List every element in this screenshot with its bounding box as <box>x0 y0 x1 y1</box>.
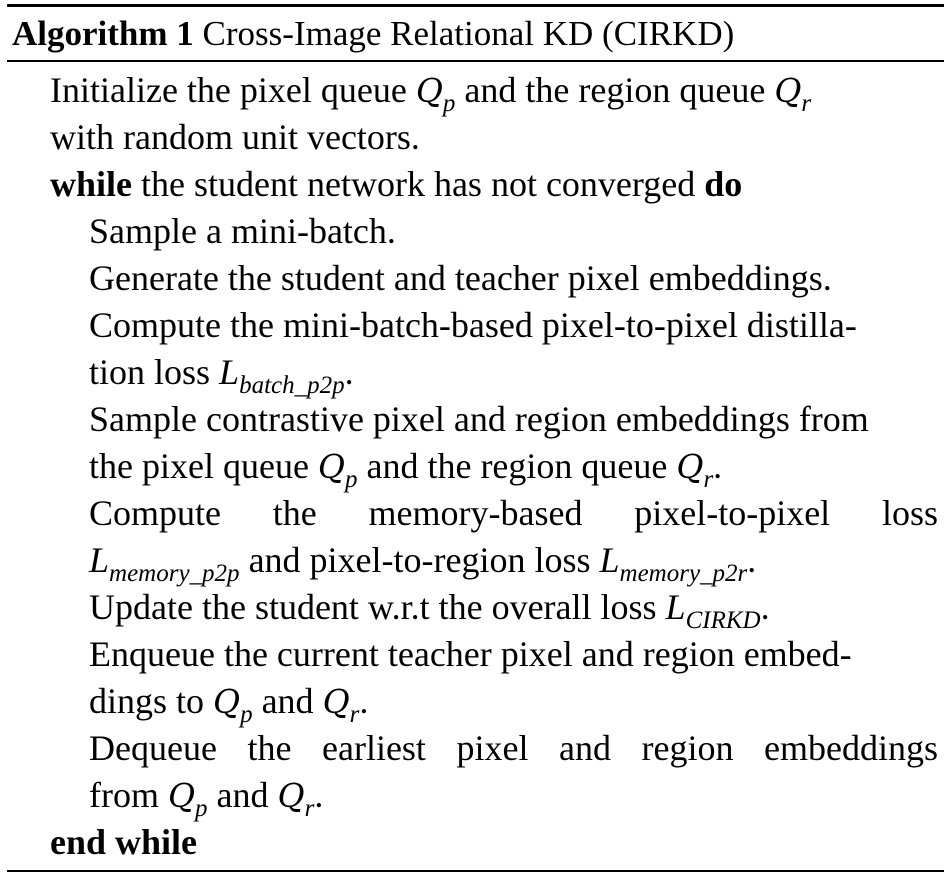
line-text: and <box>216 775 269 815</box>
line-text: tion loss <box>89 352 211 392</box>
math-symbol: L <box>599 540 620 580</box>
line-step-5a: Compute the memory-based pixel-to-pixel loss <box>89 493 938 533</box>
algorithm-caption <box>12 8 734 60</box>
line-text: and the region queue <box>366 446 668 486</box>
line-step-3a: Compute the mini-batch-based pixel-to-pixel distilla- <box>89 305 857 345</box>
line-text: and the region queue <box>464 70 766 110</box>
math-subscript: p <box>442 90 456 117</box>
math-subscript: p <box>344 466 358 493</box>
line-init-2: with random unit vectors. <box>50 117 420 157</box>
line-step-3b: tion loss $L_{batch\_p2p}$. <box>89 352 354 399</box>
line-step-4a: Sample contrastive pixel and region embeddings from <box>89 399 869 439</box>
keyword-do: do <box>704 164 743 204</box>
math-symbol: Q <box>676 447 704 486</box>
math-symbol: L <box>219 352 240 392</box>
line-end-while: end while <box>50 822 198 862</box>
math-symbol: Q <box>317 447 345 486</box>
math-symbol: Q <box>277 776 305 815</box>
line-step-8b: from $Q_p$ and $Q_r$. <box>89 775 324 822</box>
line-step-4b: the pixel queue $Q_p$ and the region queue $Q_r$. <box>89 446 723 493</box>
line-text: the student network has not converged <box>141 164 696 204</box>
line-text: and pixel-to-region loss <box>248 540 591 580</box>
algorithm-label: Algorithm 1 <box>12 14 194 53</box>
line-step-8a: Dequeue the earliest pixel and region embeddings <box>89 728 938 768</box>
line-step-7a: Enqueue the current teacher pixel and region embed- <box>89 634 852 674</box>
math-subscript: r <box>304 795 315 822</box>
math-symbol: Q <box>322 682 350 721</box>
line-text: Update the student w.r.t the overall loss <box>89 587 657 627</box>
math-subscript: r <box>703 466 714 493</box>
math-subscript: memory_p2r <box>619 560 748 587</box>
top-rule <box>7 4 944 7</box>
line-step-6: Update the student w.r.t the overall loss $L_{CIRKD}$. <box>89 587 770 634</box>
math-subscript: r <box>801 90 812 117</box>
line-text: the pixel queue <box>89 446 309 486</box>
line-step-1: Sample a mini-batch. <box>89 211 396 251</box>
math-symbol: Q <box>213 682 241 721</box>
math-subscript: memory_p2p <box>109 560 240 587</box>
math-symbol: L <box>89 540 110 580</box>
math-symbol: Q <box>415 71 443 110</box>
math-subscript: p <box>195 795 208 822</box>
algorithm-title: Cross-Image Relational KD (CIRKD) <box>202 14 735 53</box>
line-text: Initialize the pixel queue <box>50 70 407 110</box>
line-text: from <box>89 775 159 815</box>
caption-rule <box>7 60 944 62</box>
math-subscript: r <box>349 701 360 728</box>
line-init-1 <box>50 68 811 117</box>
line-step-2: Generate the student and teacher pixel embeddings. <box>89 258 832 298</box>
math-symbol: L <box>665 587 686 627</box>
bottom-rule <box>7 870 944 872</box>
line-while <box>50 162 742 206</box>
math-subscript: p <box>240 701 253 728</box>
math-symbol: Q <box>167 776 196 815</box>
math-subscript: CIRKD <box>685 607 761 634</box>
math-subscript: batch_p2p <box>239 372 345 399</box>
math-symbol: Q <box>774 71 802 110</box>
keyword-while: while <box>50 164 133 204</box>
line-text: dings to <box>89 681 205 721</box>
line-step-7b: dings to $Q_p$ and $Q_r$. <box>89 681 369 728</box>
line-text: and <box>261 681 314 721</box>
line-step-5b: $L_{memory\_p2p}$ and pixel-to-region loss $L_{memory\_p2r}$. <box>89 540 757 587</box>
